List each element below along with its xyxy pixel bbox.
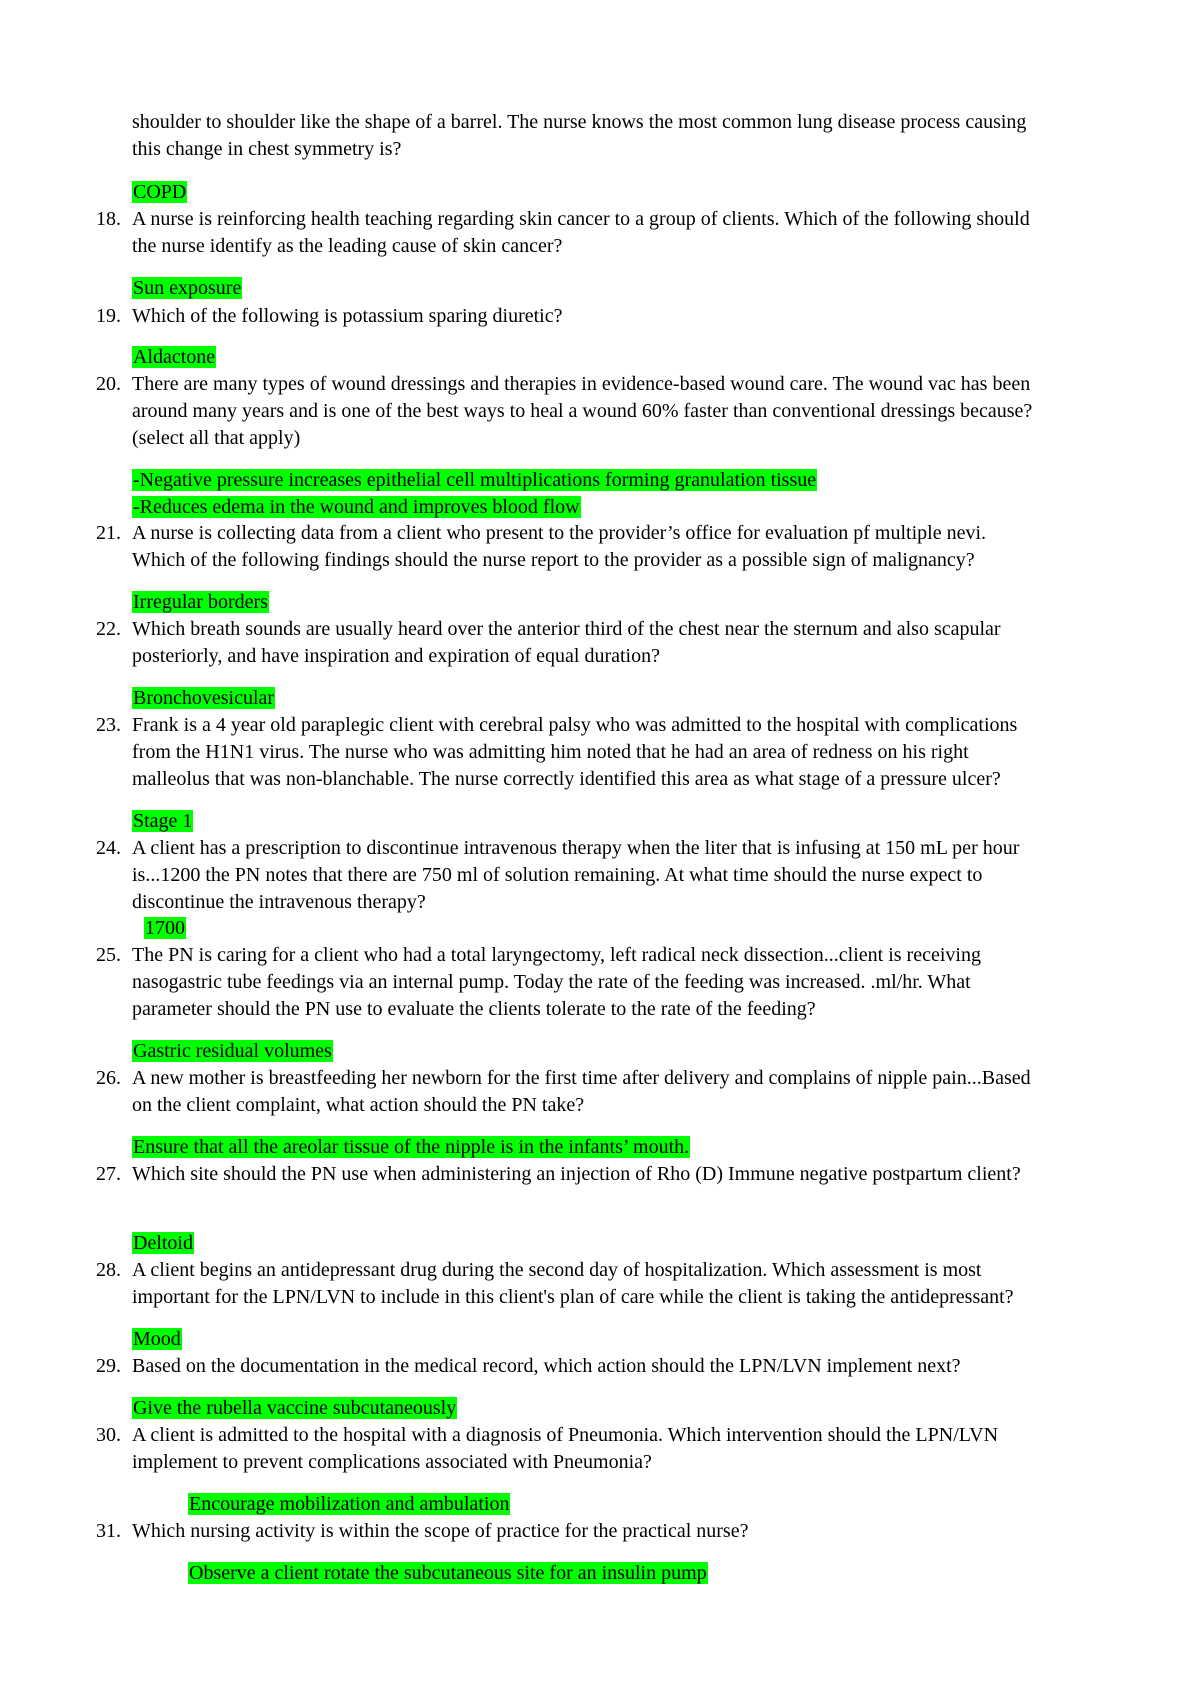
question-line: malleolus that was non-blanchable. The nurse correctly identified this area as what stage of a pressure ulcer? (132, 768, 1001, 790)
question-number: 21. (96, 522, 121, 544)
question-line: Frank is a 4 year old paraplegic client with cerebral palsy who was admitted to the hospital with complications (132, 714, 1018, 736)
intro-line: this change in chest symmetry is? (132, 138, 402, 160)
question-number: 23. (96, 714, 121, 736)
answer-highlight: Irregular borders (133, 591, 268, 613)
question-line: A client is admitted to the hospital with a diagnosis of Pneumonia. Which intervention should the LPN/LVN (132, 1424, 999, 1446)
question-line: A client has a prescription to discontinue intravenous therapy when the liter that is infusing at 150 mL per hour (132, 837, 1020, 859)
question-line: important for the LPN/LVN to include in this client's plan of care while the client is taking the antidepressant? (132, 1286, 1014, 1308)
question-line: A nurse is reinforcing health teaching regarding skin cancer to a group of clients. Which of the following should (132, 208, 1030, 230)
question-number: 22. (96, 618, 121, 640)
answer-highlight: -Reduces edema in the wound and improves blood flow (133, 496, 580, 518)
question-line: There are many types of wound dressings and therapies in evidence-based wound care. The wound vac has been (132, 373, 1031, 395)
question-number: 30. (96, 1424, 121, 1446)
question-line: implement to prevent complications associated with Pneumonia? (132, 1451, 652, 1473)
answer-highlight: Ensure that all the areolar tissue of the nipple is in the infants’ mouth. (133, 1136, 690, 1158)
question-line: Which nursing activity is within the scope of practice for the practical nurse? (132, 1520, 749, 1542)
answer-highlight: -Negative pressure increases epithelial cell multiplications forming granulation tissue (133, 469, 817, 491)
question-number: 29. (96, 1355, 121, 1377)
question-line: Based on the documentation in the medical record, which action should the LPN/LVN implement next? (132, 1355, 961, 1377)
question-line: posteriorly, and have inspiration and expiration of equal duration? (132, 645, 660, 667)
question-line: around many years and is one of the best ways to heal a wound 60% faster than conventional dressings because? (132, 400, 1033, 422)
question-line: A client begins an antidepressant drug during the second day of hospitalization. Which assessment is most (132, 1259, 982, 1281)
question-line: (select all that apply) (132, 427, 301, 449)
question-line: Which of the following is potassium sparing diuretic? (132, 305, 563, 327)
question-number: 26. (96, 1067, 121, 1089)
question-line: discontinue the intravenous therapy? (132, 891, 426, 913)
answer-highlight: Bronchovesicular (133, 687, 275, 709)
answer-highlight: COPD (133, 181, 187, 203)
question-line: A new mother is breastfeeding her newborn for the first time after delivery and complains of nipple pain...Based (132, 1067, 1031, 1089)
question-line: on the client complaint, what action should the PN take? (132, 1094, 585, 1116)
question-number: 28. (96, 1259, 121, 1281)
question-number: 31. (96, 1520, 121, 1542)
question-number: 19. (96, 305, 121, 327)
question-line: is...1200 the PN notes that there are 750 ml of solution remaining. At what time should the nurse expect to (132, 864, 983, 886)
question-number: 27. (96, 1163, 121, 1185)
question-line: The PN is caring for a client who had a total laryngectomy, left radical neck dissection...client is receiving (132, 944, 981, 966)
question-line: parameter should the PN use to evaluate the clients tolerate to the rate of the feeding? (132, 998, 816, 1020)
question-line: from the H1N1 virus. The nurse who was admitting him noted that he had an area of redness on his right (132, 741, 969, 763)
answer-highlight: Sun exposure (133, 277, 242, 299)
intro-line: shoulder to shoulder like the shape of a barrel. The nurse knows the most common lung disease process causing (132, 111, 1027, 133)
question-line: Which site should the PN use when administering an injection of Rho (D) Immune negative postpartum client? (132, 1163, 1021, 1185)
question-number: 20. (96, 373, 121, 395)
answer-highlight: Deltoid (133, 1232, 193, 1254)
answer-highlight: Give the rubella vaccine subcutaneously (133, 1397, 457, 1419)
question-line: Which breath sounds are usually heard over the anterior third of the chest near the sternum and also scapular (132, 618, 1001, 640)
question-number: 24. (96, 837, 121, 859)
answer-highlight: Observe a client rotate the subcutaneous site for an insulin pump (189, 1562, 707, 1584)
question-number: 18. (96, 208, 121, 230)
question-line: the nurse identify as the leading cause of skin cancer? (132, 235, 563, 257)
question-number: 25. (96, 944, 121, 966)
answer-highlight: 1700 (145, 917, 185, 939)
question-line: Which of the following findings should the nurse report to the provider as a possible sign of malignancy? (132, 549, 975, 571)
answer-highlight: Mood (133, 1328, 181, 1350)
answer-highlight: Stage 1 (133, 810, 193, 832)
question-line: nasogastric tube feedings via an internal pump. Today the rate of the feeding was increased. .ml/hr. What (132, 971, 971, 993)
answer-highlight: Aldactone (133, 346, 216, 368)
question-line: A nurse is collecting data from a client who present to the provider’s office for evaluation pf multiple nevi. (132, 522, 987, 544)
answer-highlight: Gastric residual volumes (133, 1040, 332, 1062)
answer-highlight: Encourage mobilization and ambulation (189, 1493, 510, 1515)
